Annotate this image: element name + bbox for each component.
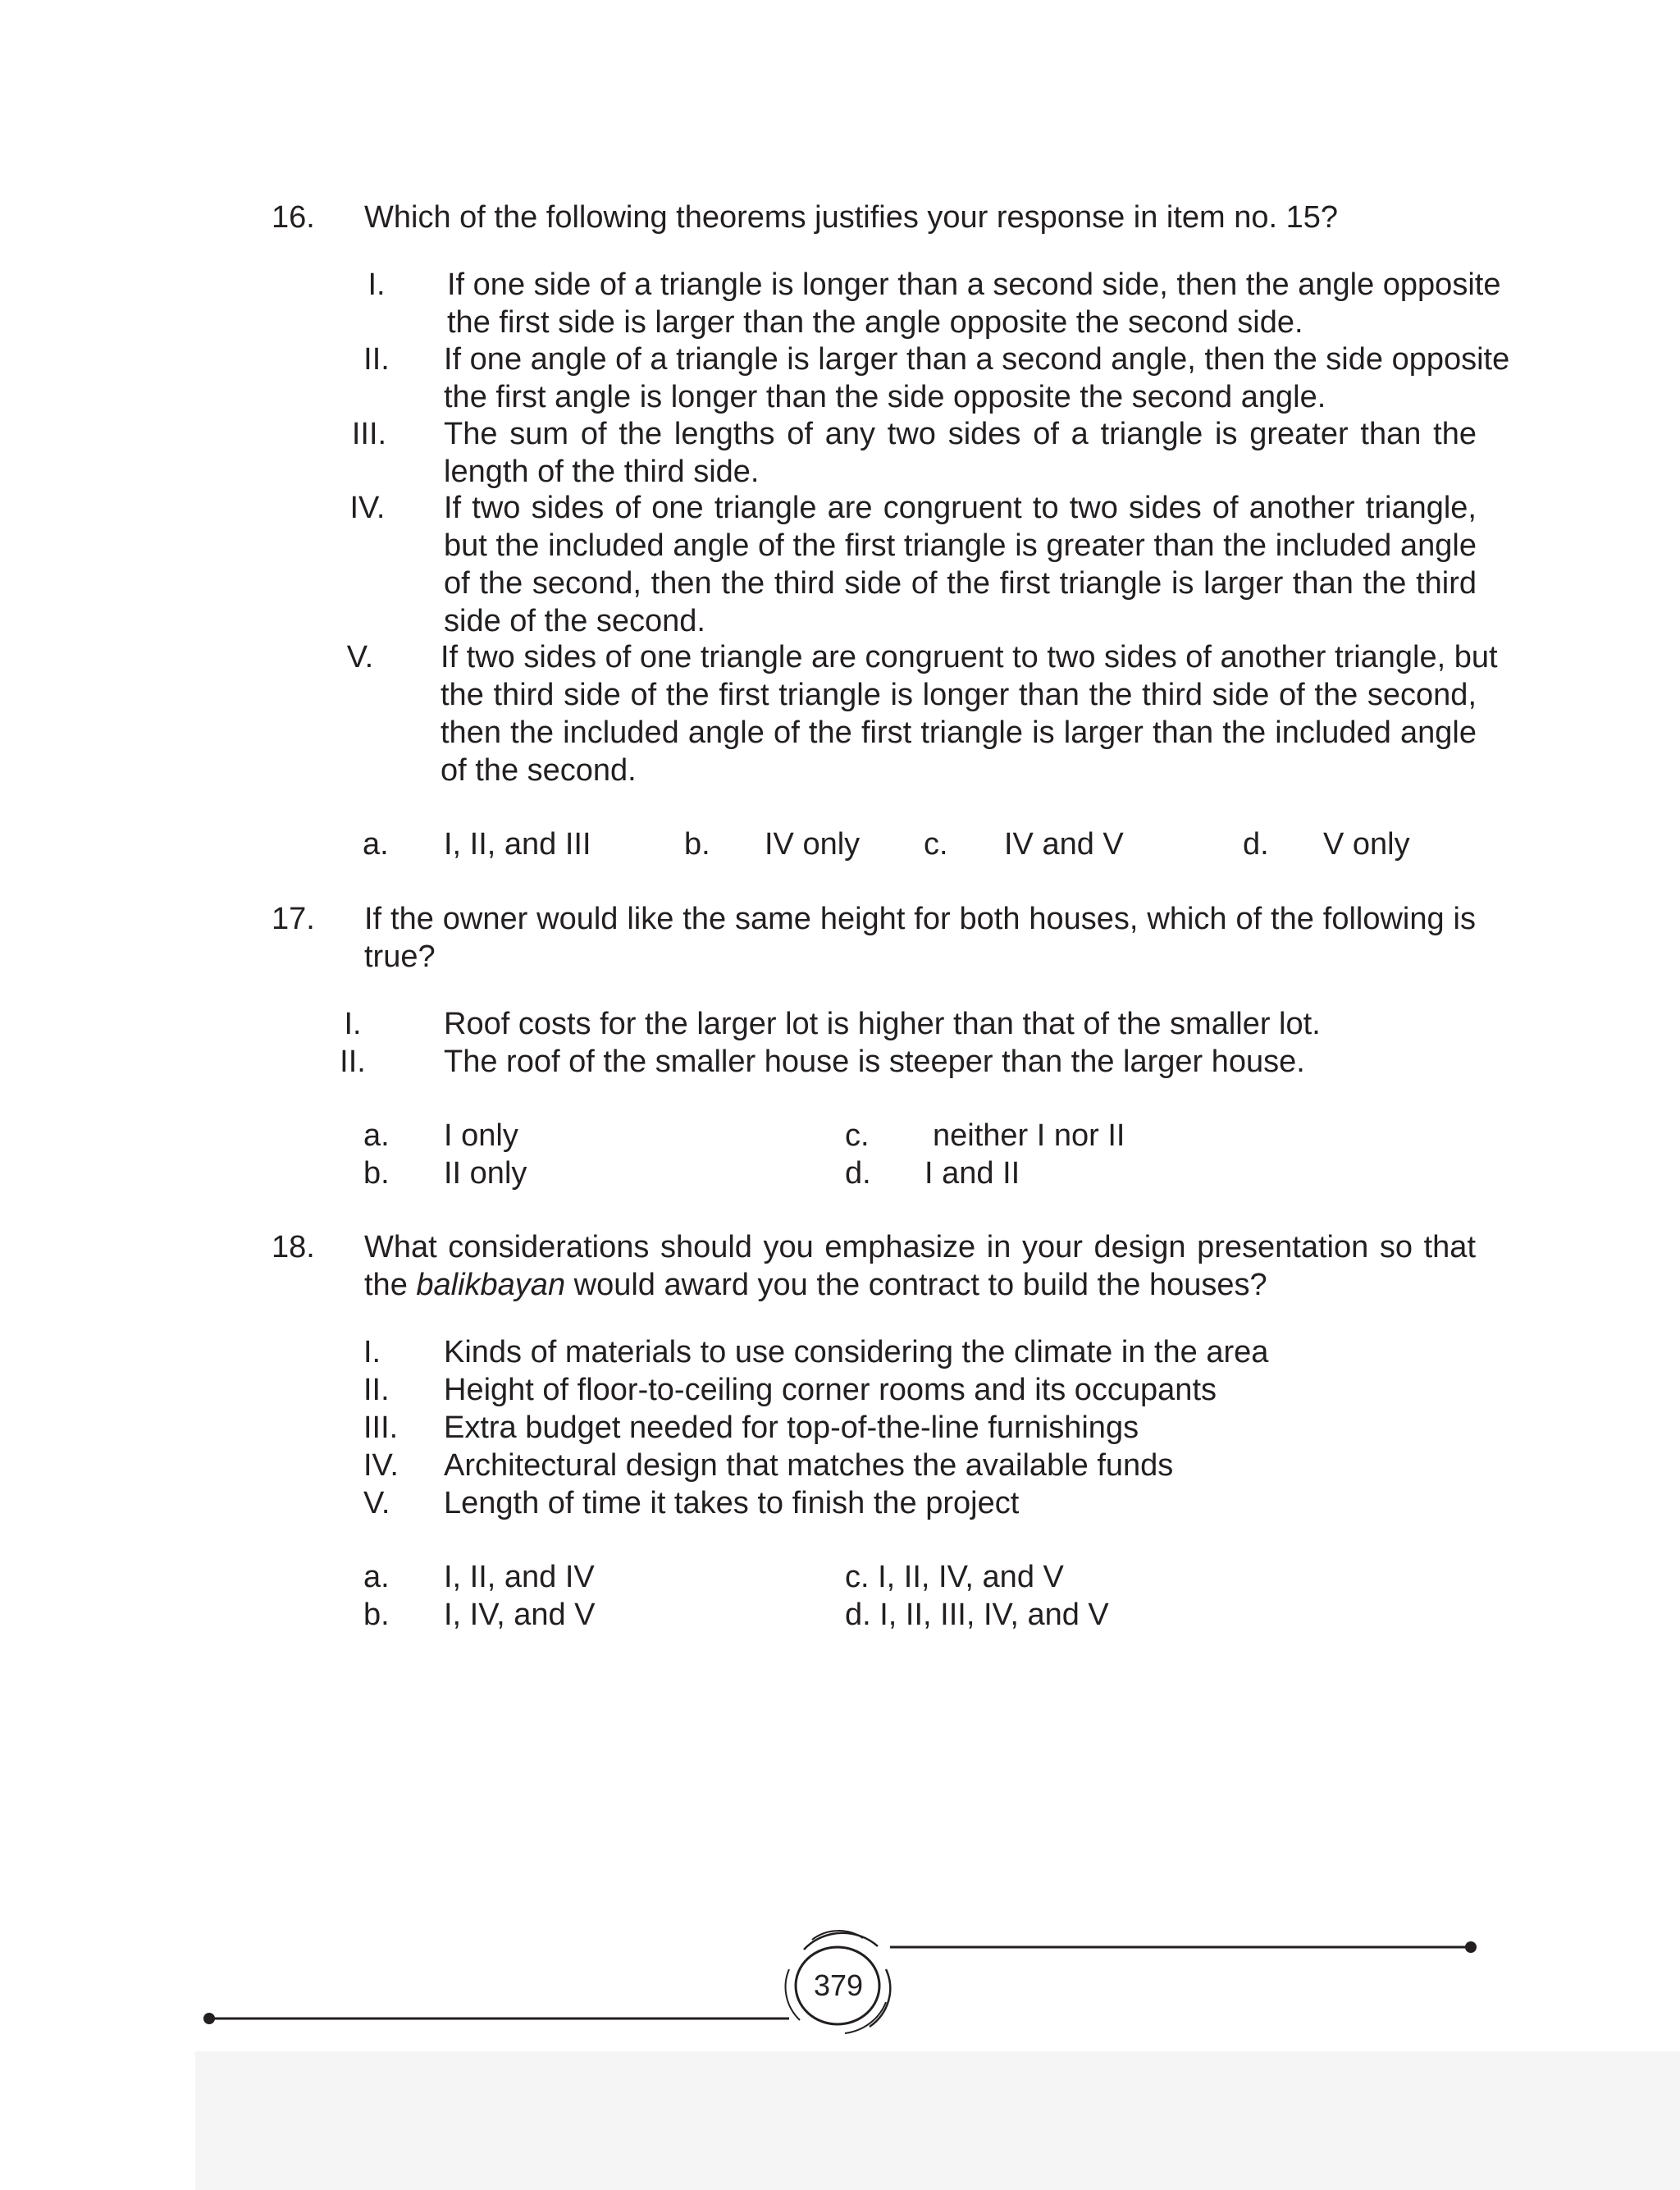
item-line: If two sides of one triangle are congruent to two sides of another triangle, but xyxy=(441,640,1498,674)
option-text: IV and V xyxy=(1004,827,1124,862)
item-text: Height of floor-to-ceiling corner rooms and its occupants xyxy=(444,1373,1217,1407)
option-text: c. I, II, IV, and V xyxy=(845,1560,1064,1594)
question-number: 17. xyxy=(272,902,315,936)
stem-italic-term: balikbayan xyxy=(416,1268,566,1302)
item-line: If one angle of a triangle is larger than a second angle, then the side opposite xyxy=(444,342,1510,377)
item-label: V. xyxy=(346,640,374,674)
option-letter: b. xyxy=(363,1156,390,1191)
item-line: If one side of a triangle is longer than a second side, then the angle opposite xyxy=(447,267,1501,302)
option-letter: c. xyxy=(845,1118,870,1153)
item-label: II. xyxy=(363,1373,390,1407)
page-number: 379 xyxy=(813,1968,864,2002)
option-letter: d. xyxy=(1243,827,1269,862)
item-label: II. xyxy=(340,1045,366,1079)
item-text: Length of time it takes to finish the project xyxy=(444,1486,1020,1520)
option-letter: a. xyxy=(363,827,389,862)
item-label: IV. xyxy=(363,1448,399,1483)
item-line: side of the second. xyxy=(444,604,705,638)
item-line: the first side is larger than the angle opposite the second side. xyxy=(447,305,1303,340)
option-letter: d. xyxy=(845,1156,871,1191)
item-label: III. xyxy=(351,417,387,451)
footer-right-dot xyxy=(1465,1941,1477,1953)
stem-line: What considerations should you emphasize in your design presentation so that xyxy=(364,1230,1476,1264)
item-label: I. xyxy=(368,267,386,302)
option-letter: b. xyxy=(363,1598,390,1632)
option-letter: a. xyxy=(363,1560,390,1594)
item-label: I. xyxy=(344,1007,362,1041)
item-text: Extra budget needed for top-of-the-line furnishings xyxy=(444,1410,1139,1445)
stem-line: If the owner would like the same height for both houses, which of the following is xyxy=(364,902,1476,936)
item-line: of the second. xyxy=(441,753,637,788)
item-line: of the second, then the third side of the first triangle is larger than the third xyxy=(444,566,1477,601)
option-text: neither I nor II xyxy=(933,1118,1125,1153)
option-text: II only xyxy=(444,1156,527,1191)
item-label: V. xyxy=(363,1486,390,1520)
item-line: then the included angle of the first triangle is larger than the included angle xyxy=(441,716,1477,750)
item-text: Kinds of materials to use considering the climate in the area xyxy=(444,1335,1269,1369)
option-text: V only xyxy=(1323,827,1410,862)
item-line: If two sides of one triangle are congruent to two sides of another triangle, xyxy=(444,491,1477,525)
item-line: The roof of the smaller house is steeper than the larger house. xyxy=(444,1045,1305,1079)
stem-text: the xyxy=(364,1268,417,1302)
option-letter: b. xyxy=(684,827,710,862)
option-text: I, II, and IV xyxy=(444,1560,595,1594)
question-number: 16. xyxy=(272,200,315,235)
stem-text: would award you the contract to build the houses? xyxy=(565,1268,1267,1302)
item-line: length of the third side. xyxy=(444,455,760,489)
option-text: I and II xyxy=(924,1156,1020,1191)
option-text: d. I, II, III, IV, and V xyxy=(845,1598,1109,1632)
question-number: 18. xyxy=(272,1230,315,1264)
item-line: The sum of the lengths of any two sides of a triangle is greater than the xyxy=(444,417,1477,451)
item-line: but the included angle of the first triangle is greater than the included angle xyxy=(444,528,1477,563)
item-label: II. xyxy=(363,342,390,377)
option-text: IV only xyxy=(765,827,861,862)
item-line: Roof costs for the larger lot is higher than that of the smaller lot. xyxy=(444,1007,1321,1041)
option-letter: a. xyxy=(363,1118,390,1153)
item-text: Architectural design that matches the available funds xyxy=(444,1448,1174,1483)
item-label: III. xyxy=(363,1410,399,1445)
item-label: I. xyxy=(363,1335,381,1369)
item-line: the first angle is longer than the side opposite the second angle. xyxy=(444,380,1326,414)
option-text: I, II, and III xyxy=(444,827,591,862)
option-text: I, IV, and V xyxy=(444,1598,596,1632)
footer-left-dot xyxy=(203,2013,215,2024)
option-letter: c. xyxy=(924,827,948,862)
item-label: IV. xyxy=(349,491,386,525)
option-text: I only xyxy=(444,1118,518,1153)
stem-line: true? xyxy=(364,940,436,974)
stem-line: Which of the following theorems justifies your response in item no. 15? xyxy=(364,200,1339,235)
item-line: the third side of the first triangle is longer than the third side of the second, xyxy=(441,678,1477,712)
